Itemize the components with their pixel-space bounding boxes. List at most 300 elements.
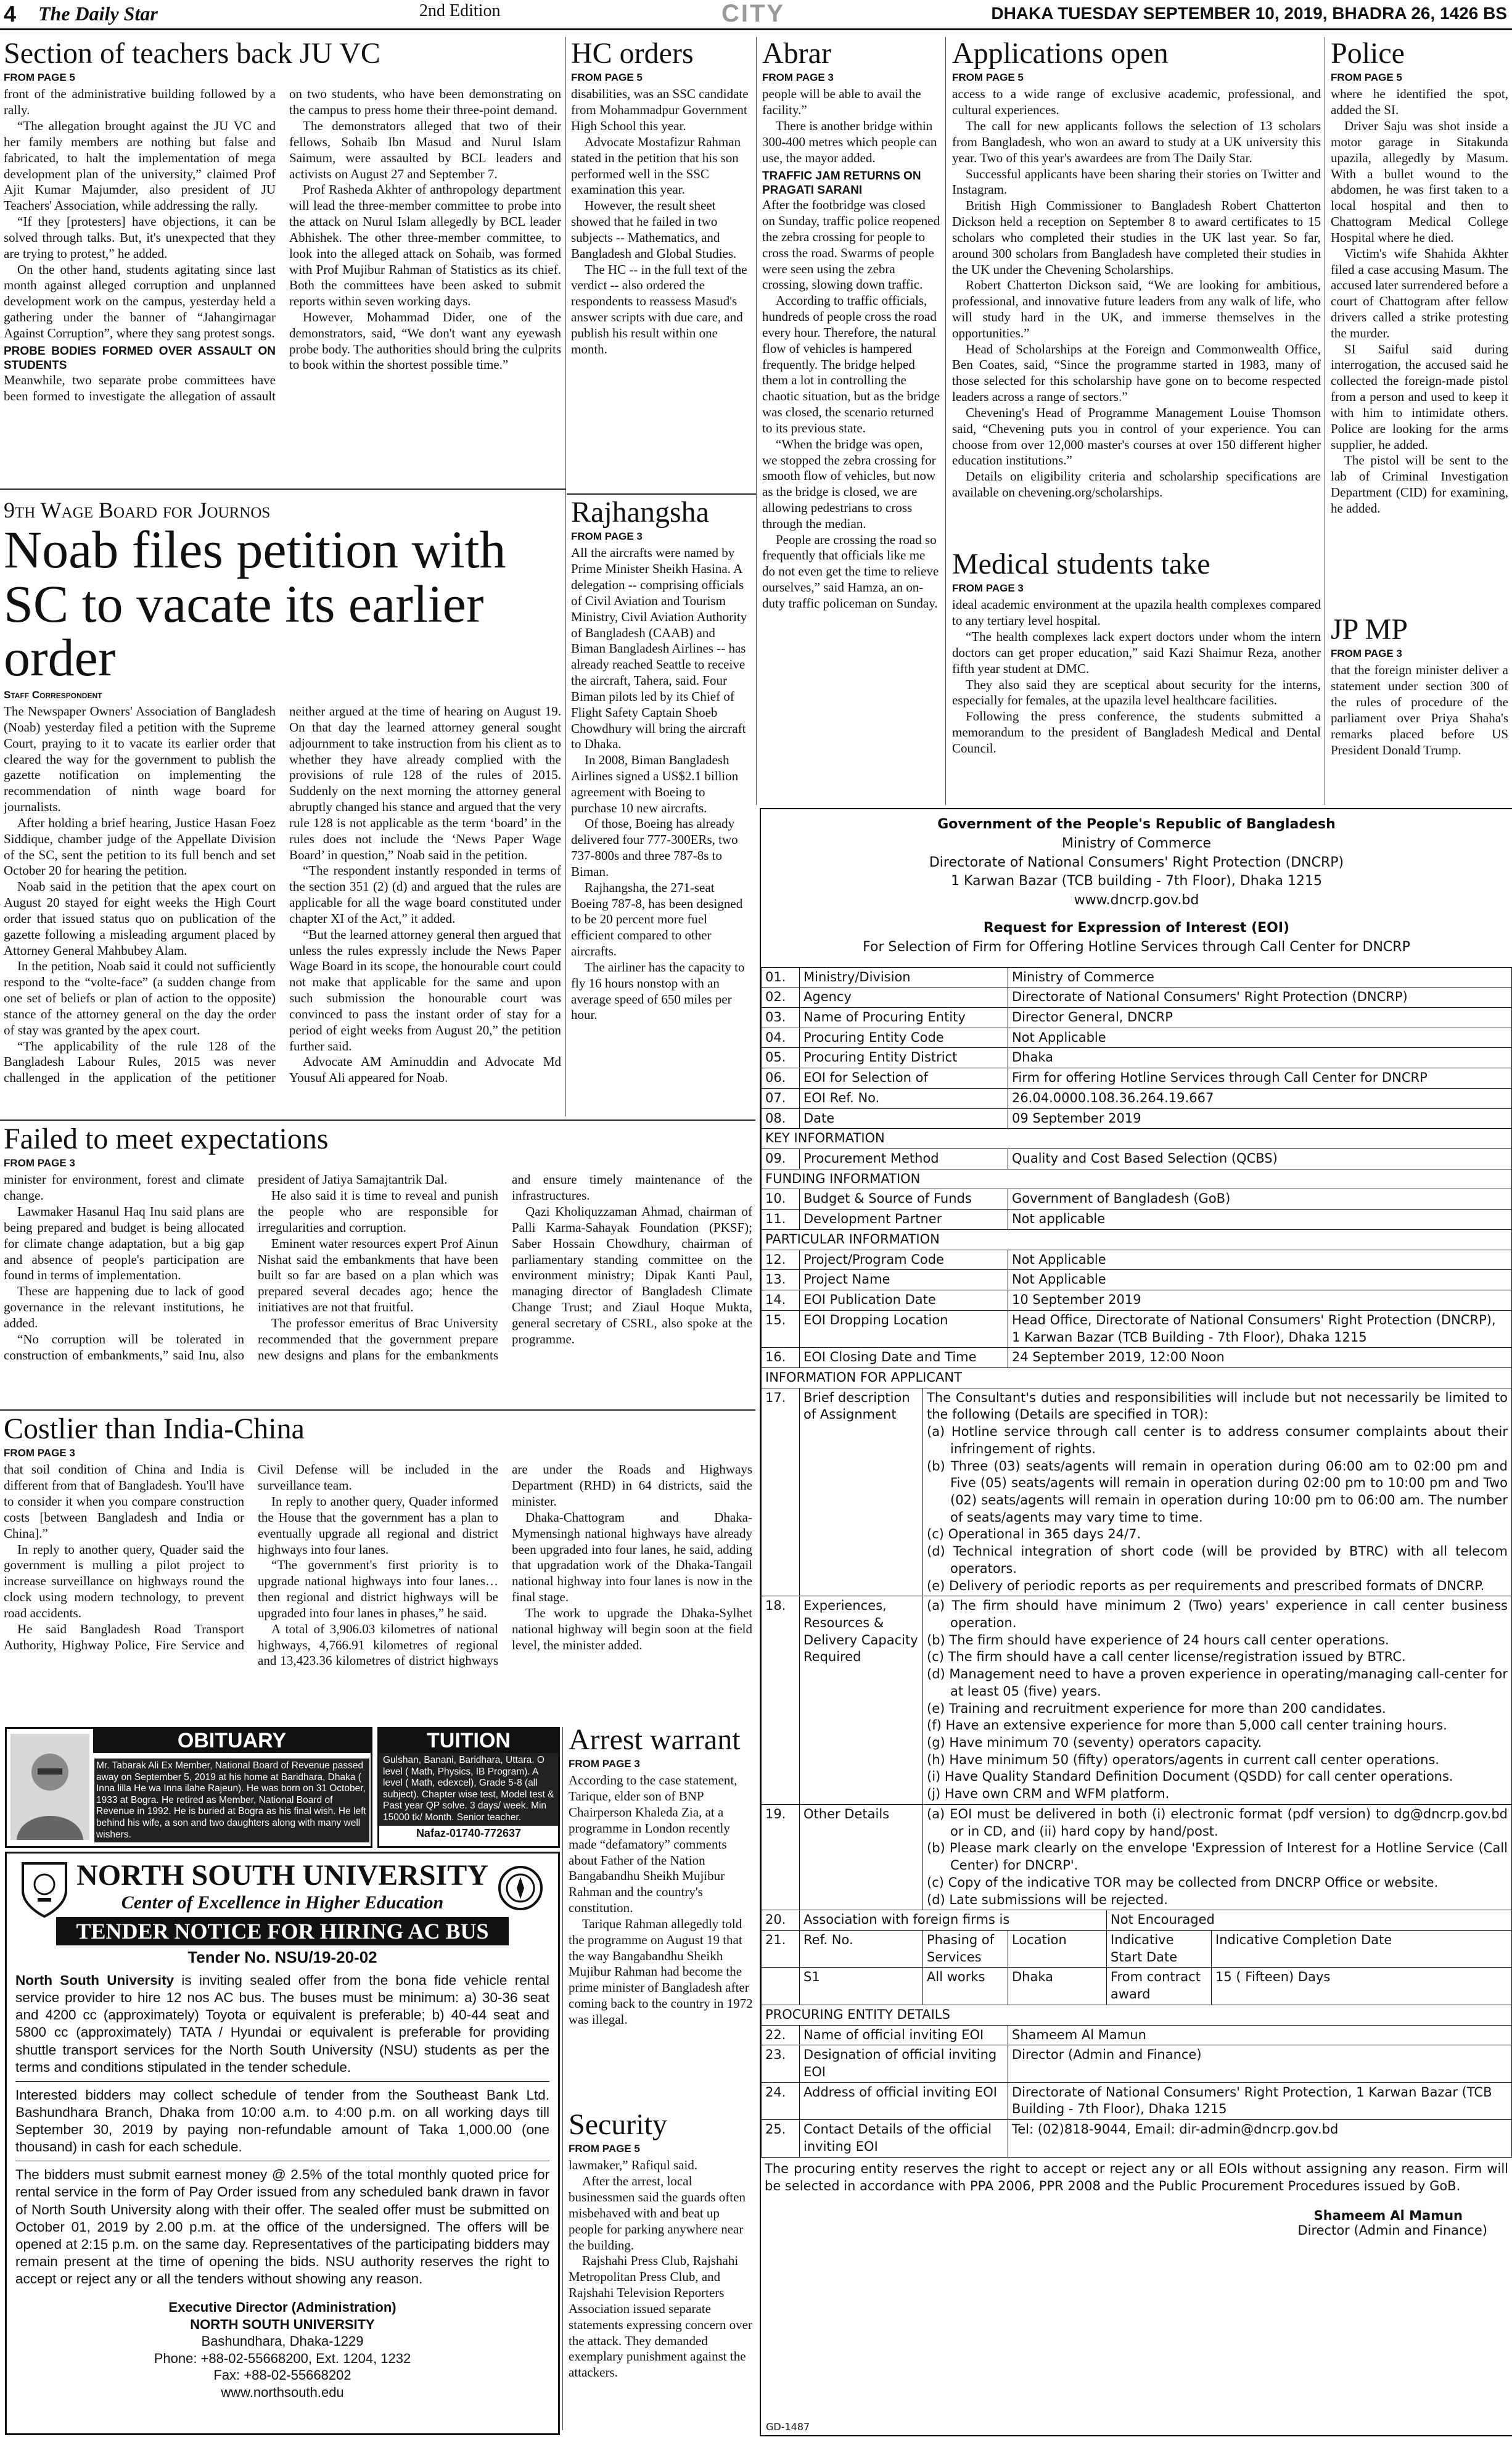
paragraph: Meanwhile, two separate probe committees have been formed to investigate the allegation of assault on two students, who have been demonstrating on the campus to press home their three-point demand. [4, 86, 561, 404]
paragraph: A total of 3,906.03 kilometres of national highways, 4,766.91 kilometres of regional and 13,423.36 kilometres of district highways are under the Roads and Highways Department (RHD) in 64 districts, said the minister. [258, 1462, 752, 1668]
list-item: (c) Operational in 365 days 24/7. [927, 1527, 1141, 1542]
row-number: 12. [762, 1250, 800, 1270]
row-label: Name of official inviting EOI [800, 2025, 1008, 2045]
headline: Costlier than India-China [4, 1414, 305, 1445]
paragraph: In 2008, Biman Bangladesh Airlines signed a US$2.1 billion agreement with Boeing to purchase 10 new aircrafts. [571, 753, 739, 815]
story-security [569, 2109, 754, 2433]
paragraph: front of the administrative building followed by a rally. [4, 86, 276, 118]
cell: Dhaka [1008, 1968, 1107, 2005]
paragraph: access to a wide range of exclusive academic, professional, and cultural experiences. [952, 86, 1321, 118]
row-number: 21. [762, 1930, 800, 1967]
tuition-text: Gulshan, Banani, Baridhara, Uttara. O level ( Math, Physics, IB Program). A level ( Math, edexcel), Grade 5-8 (all subject). Chapter wise test, Model test & Past year QP solve. 3 days/ week. Min 15000 tk/ Month. Senior teacher. [379, 1753, 558, 1826]
tender-paragraph-3: The bidders must submit earnest money @ 2.5% of the total monthly quoted price for rental service in the form of Pay Order issued from any scheduled bank drawn in favor of North South University along with their offer. The sealed offer must be submitted on October 01, 2019 by 2.00 p.m. at the office of the undersigned. The offers will be opened at 2:15 p.m. on the same day. Representatives of the participating bidders may remain present at the time of opening the bids. NSU authority reserves the right to accept or reject any or all the tenders without showing any reason. [15, 2167, 549, 2286]
section-row [762, 1129, 1512, 1149]
tender-number: Tender No. NSU/19-20-02 [187, 1948, 377, 1966]
row-number: 15. [762, 1310, 800, 1347]
headline: Arrest warrant [569, 1725, 741, 1756]
row-value: Directorate of National Consumers' Right Protection (DNCRP) [1008, 988, 1512, 1008]
row-number: 01. [762, 967, 800, 988]
paragraph: The HC -- in the full text of the verdict -- also ordered the respondents to reassess Masud's answer scripts with due care, and publish his result within one month. [571, 262, 747, 357]
paragraph: The work to upgrade the Dhaka-Sylhet national highway will begin soon at the field level, the minister added. [512, 1605, 752, 1652]
tender-paragraph-2: Interested bidders may collect schedule of tender from the Southeast Bank Ltd. Bashundhara Branch, Dhaka from 10:00 a.m. to 4:00 p.m. on all working days till September 30, 2019 by paying non-refundable amount of Taka 1,000.00 (one thousand) in cash for each schedule. [15, 2087, 549, 2155]
table-row [762, 1290, 1512, 1311]
row-value: Shameem Al Mamun [1008, 2025, 1512, 2045]
column-header: Location [1008, 1930, 1107, 1967]
row-label: Budget & Source of Funds [800, 1189, 1008, 1210]
obituary-ad [5, 1727, 372, 1848]
from-page: FROM PAGE 3 [4, 1447, 75, 1459]
story-kicker: 9th Wage Board for Journos [4, 498, 271, 522]
paragraph: lawmaker,” Rafiqul said. [569, 2158, 698, 2173]
row-value: Tel: (02)818-9044, Email: dir-admin@dncrp.gov.bd [1008, 2120, 1512, 2157]
headline: Security [569, 2109, 667, 2141]
from-page: FROM PAGE 5 [4, 72, 75, 84]
section-row [762, 1169, 1512, 1189]
paragraph: The pistol will be sent to the lab of Criminal Investigation Department (CID) for examining, he added. [1331, 453, 1508, 516]
row-value: 26.04.0000.108.36.264.19.667 [1008, 1088, 1512, 1108]
from-page: FROM PAGE 3 [569, 1758, 640, 1770]
row-number: 22. [762, 2025, 800, 2045]
paragraph: Noab said in the petition that the apex court on August 20 stayed for eight weeks the High Court order that issued status quo on publication of the gazette following a misleading argument placed by Attorney General Mahbubey Alam. [4, 879, 276, 958]
table-row [762, 2082, 1512, 2119]
list-item: (a) Hotline service through call center is to address consumer complaints about their infringement of rights. [927, 1424, 1508, 1456]
paragraph: Prof Rasheda Akhter of anthropology department will lead the three-member committee to probe into the attack on Nurul Islam allegedly by BCL leader Abhishek. The other three-member committee, to look into the alleged attack on Sohaib, was formed with Prof Mujibur Rahman of Statistics as its chief. Both the committees have been asked to submit reports within seven working days. [289, 182, 561, 309]
headline: Applications open [952, 38, 1169, 70]
paragraph: “The government's first priority is to upgrade national highways into four lanes… then regional and district highways will be upgraded into four lanes in phases,” he said. [258, 1557, 498, 1620]
eoi-footer-note: The procuring entity reserves the right to accept or reject any or all EOIs without assigning any reason. Firm will be selected in accordance with PPA 2006, PPR 2008 and the Public Procurement Procedures issued by GoB. [765, 2161, 1508, 2193]
row-number: 13. [762, 1270, 800, 1290]
row-number: 11. [762, 1210, 800, 1230]
row-value: Firm for offering Hotline Services through Call Center for DNCRP [1008, 1068, 1512, 1089]
headline: Medical students take [952, 549, 1210, 580]
headline: Failed to meet expectations [4, 1124, 329, 1155]
row-number: 18. [762, 1596, 800, 1805]
ministry-name: Ministry of Commerce [1062, 835, 1211, 851]
paragraph: The call for new applicants follows the selection of 13 scholars from Bangladesh, who won an award to study at a UK university this year. Two of this year's awardees are from The Daily Star. [952, 118, 1321, 165]
list-item: (h) Have minimum 50 (fifty) operators/agents in current call center operations. [927, 1752, 1440, 1767]
table-row [762, 1108, 1512, 1129]
row-value: Quality and Cost Based Selection (QCBS) [1008, 1149, 1512, 1169]
story-teachers [4, 38, 561, 487]
list-item: (j) Have own CRM and WFM platform. [927, 1786, 1170, 1802]
paragraph: “The respondent instantly responded in terms of the section 351 (2) (d) and argued that the rules are applicable for all the wage board constituted under chapter XI of the Act,” it added. [289, 863, 561, 926]
row-number: 05. [762, 1048, 800, 1068]
story-failed-expectations [4, 1124, 752, 1406]
table-row [762, 1910, 1512, 1931]
university-name: NORTH SOUTH UNIVERSITY [76, 1859, 488, 1892]
story-arrest-warrant [569, 1725, 754, 2107]
headline: Police [1331, 38, 1405, 70]
obituary-title: OBITUARY [93, 1729, 371, 1753]
section-rule [0, 1409, 755, 1411]
paragraph: According to the case statement, Tarique, elder son of BNP Chairperson Khaleda Zia, at a programme in London recently made “defamatory” comments about Father of the Nation Bangabandhu Sheikh Mujibur Rahman and the country's constitution. [569, 1773, 738, 1916]
row-intro: The Consultant's duties and responsibilities will include but not necessarily be limited to the following (Details are specified in TOR): [927, 1390, 1508, 1422]
paragraph: They also said they are sceptical about security for the interns, especially for females, at the upazila level healthcare facilities. [952, 677, 1321, 708]
table-row [762, 1804, 1512, 1910]
row-value: Not Applicable [1008, 1270, 1512, 1290]
paragraph: Robert Chatterton Dickson said, “We are looking for ambitious, professional, and innovative future leaders from any walk of life, who will study hard in the UK, and immerse themselves in the opportunities.” [952, 278, 1321, 340]
edition-label: 2nd Edition [419, 1, 501, 20]
row-number: 02. [762, 988, 800, 1008]
row-label: Agency [800, 988, 1008, 1008]
paragraph: Driver Saju was shot inside a motor garage in Sitakunda upazila, allegedly by Masum. With a bullet wound to the abdomen, he was first taken to a local hospital and then to Chattogram Medical College Hospital where he died. [1331, 118, 1508, 245]
row-label: Development Partner [800, 1210, 1008, 1230]
paragraph: After holding a brief hearing, Justice Hasan Foez Siddique, chamber judge of the Appellate Division of the SC, sent the petition to its full bench and set October 20 for hearing the petition. [4, 815, 276, 878]
masthead [0, 0, 1512, 30]
table-row [762, 1250, 1512, 1270]
row-label: Project/Program Code [800, 1250, 1008, 1270]
row-value: Not applicable [1008, 1210, 1512, 1230]
list-item: (b) Please mark clearly on the envelope 'Expression of Interest for a Hotline Service (Call Center) for DNCRP'. [927, 1841, 1508, 1873]
section-label: FUNDING INFORMATION [762, 1169, 1512, 1189]
row-number: 09. [762, 1149, 800, 1169]
section-label: KEY INFORMATION [762, 1129, 1512, 1149]
headline: Noab files petition with SC to vacate its earlier order [4, 520, 506, 688]
obituary-text: Mr. Tabarak Ali Ex Member, National Board of Revenue passed away on September 5, 2019 at his home at Baridhara, Dhaka ( Inna lilla He wa Inna ilahe Rajeun). He was born on 31 October, 1933 at Bogra. He retired as Member, National Board of Revenue in 1992. He is buried at Bogra as his final wish. He left behind his wife, a son and two daughters along with many well wishers. [94, 1759, 369, 1842]
table-row [762, 1930, 1512, 1967]
story-rajhangsha [571, 497, 752, 1114]
list-item: (e) Training and recruitment experience for more than 200 candidates. [927, 1701, 1386, 1716]
tuition-contact: Nafaz-01740-772637 [416, 1826, 522, 1839]
paragraph: Of those, Boeing has already delivered four 777-300ERs, two 737-800s and three 787-8s to Biman. [571, 816, 738, 879]
eoi-table [761, 967, 1512, 2158]
table-row [762, 2120, 1512, 2157]
table-row [762, 1008, 1512, 1028]
row-label: EOI Publication Date [800, 1290, 1008, 1311]
paragraph: “The allegation brought against the JU VC and her family members are nothing but false and fabricated, to halt the implementation of mega development plan of the university,” claimed Prof Ajit Kumar Majumder, also president of JU Teachers' Association, while addressing the rally. [4, 118, 276, 213]
paragraph: Lawmaker Hasanul Haq Inu said plans are being prepared and budget is being allocated for climate change adaptation, but a big gap and absence of people's participation are found in terms of implementation. [4, 1204, 244, 1283]
from-page: FROM PAGE 3 [1331, 648, 1402, 660]
paragraph: He said Bangladesh Road Transport Authority, Highway Police, Fire Service and Civil Defense will be included in the surveillance team. [4, 1462, 498, 1652]
column-rule [562, 1727, 563, 2430]
row-number: 17. [762, 1388, 800, 1596]
row-number: 10. [762, 1189, 800, 1210]
paragraph: Head of Scholarships at the Foreign and Commonwealth Office, Ben Coates, said, “Since the programme started in 1983, many of those selected for this scholarship have gone on to become respected leaders across a range of sectors.” [952, 341, 1321, 405]
cell: All works [923, 1968, 1008, 2005]
paragraph: He also said it is time to reveal and punish the people who are responsible for irregularities and corruption. [258, 1188, 498, 1235]
table-row [762, 1310, 1512, 1347]
list-item: (f) Have an extensive experience for more than 5,000 call center training hours. [927, 1718, 1447, 1733]
story-jp-mp [1331, 614, 1508, 803]
row-value: Director General, DNCRP [1008, 1008, 1512, 1028]
list-item: (b) Three (03) seats/agents will remain in operation during 06:00 am to 02:00 pm and Five (05) seats/agents will remain in operation during 02:00 pm to 10:00 pm and Two (02) seats/agents will remain in operation during 10:00 pm to 06:00 am. The number of seats/agents may vary time to time. [927, 1458, 1508, 1525]
row-value [923, 1596, 1512, 1805]
paragraph: Dhaka-Chattogram and Dhaka-Mymensingh national highways have already been upgraded into four lanes, he said, adding that upgradation work of the Dhaka-Tangail national highway into four lanes is now in the final stage. [512, 1509, 752, 1605]
signatory-fax: Fax: +88-02-55668202 [213, 2367, 351, 2383]
row-label: Experiences, Resources & Delivery Capacity Required [800, 1596, 923, 1805]
portrait-photo [10, 1734, 89, 1840]
paragraph: On the other hand, students agitating since last month against alleged corruption and unplanned development work on the campus, yesterday held a gathering under the banner of “Jahangirnagar Against Corruption”, where they sang protest songs. [4, 262, 276, 340]
table-row [762, 988, 1512, 1008]
table-row [762, 1088, 1512, 1108]
paragraph: Following the press conference, the students submitted a memorandum to the president of Bangladesh Medical and Dental Council. [952, 709, 1321, 756]
row-label: Designation of official inviting EOI [800, 2045, 1008, 2082]
list-item: (c) Copy of the indicative TOR may be collected from DNCRP Office or website. [927, 1874, 1439, 1890]
row-label: EOI for Selection of [800, 1068, 1008, 1089]
story-hc-orders [571, 38, 752, 492]
directorate-name: Directorate of National Consumers' Right Protection (DNCRP) [929, 854, 1344, 870]
headline: HC orders [571, 38, 694, 70]
section-label: INFORMATION FOR APPLICANT [762, 1367, 1512, 1388]
row-label: Address of official inviting EOI [800, 2082, 1008, 2119]
paragraph: In the petition, Noab said it could not sufficiently respond to the “volte-face” (a sudden change from one set of beliefs or plan of action to the opposite) stance of the attorney general on the day the order of stay was granted by the apex court. [4, 959, 276, 1037]
row-value: 24 September 2019, 12:00 Noon [1008, 1348, 1512, 1368]
table-row [762, 1968, 1512, 2005]
paragraph: “But the learned attorney general then argued that unless the rules expressly include the News Paper Wage Board in its scope, the honourable court could not make that applicable for the same and upon such submission the honourable court was convinced to pass the instant order of stay for a period of eight weeks from August 20,” the petition further said. [289, 926, 561, 1054]
row-number: 07. [762, 1088, 800, 1108]
row-number: 25. [762, 2120, 800, 2157]
emblem-icon [495, 1860, 546, 1919]
table-row [762, 1348, 1512, 1368]
tender-paragraph-1 [15, 1972, 549, 2076]
cell: 15 ( Fifteen) Days [1212, 1968, 1512, 2005]
from-page: FROM PAGE 3 [571, 530, 643, 543]
table-row [762, 1596, 1512, 1805]
paragraph: “When the bridge was open, we stopped the zebra crossing for smooth flow of vehicles, but now as the bridge is closed, we are allowing pedestrians to cross through the median. [762, 436, 936, 531]
list-item: (d) Technical integration of short code (will be provided by BTRC) with all telecom operators. [927, 1544, 1508, 1576]
paragraph: These are happening due to lack of good governance in the relevant institutions, he added. [4, 1284, 244, 1330]
row-number: 14. [762, 1290, 800, 1311]
row-value: Not Applicable [1008, 1250, 1512, 1270]
row-label: Contact Details of the official inviting EOI [800, 2120, 1008, 2157]
row-number: 08. [762, 1108, 800, 1129]
column-rule [565, 37, 566, 1116]
section-title: CITY [721, 0, 786, 27]
tender-text: is inviting sealed offer from the bona fide vehicle rental service provider to hire 12 nos AC bus. The buses must be minimum: a) 30-36 seat and 4200 cc (approximately) Toyota or equivalent is preferable; b) 40-44 seat and 5800 cc (approximately) TATA / Hyundai or equivalent is preferable for providing shuttle transport services for the North South University (NSU) students as per the terms and conditions stipulated in the tender schedule. [15, 1973, 549, 2075]
row-value: Government of Bangladesh (GoB) [1008, 1189, 1512, 1210]
paragraph: According to traffic officials, hundreds of people cross the road every hour. Therefore, the natural flow of vehicles is hampered frequently. The bridge helped them a lot in controlling the chaotic situation, but as the bridge was closed, the scenario returned to its previous state. [762, 293, 940, 435]
table-row [762, 2025, 1512, 2045]
column-rule [945, 37, 946, 805]
university-crest-icon [19, 1860, 70, 1919]
gd-number: GD-1487 [766, 2421, 810, 2433]
paragraph: “The applicability of the rule 128 of the Bangladesh Labour Rules, 2015 was never challenged in the application of the petitioner neither argued at the time of hearing on August 19. On that day the learned attorney general sought adjournment to take instruction from his client as to whether they have already complied with the provisions of rule 128 of the rules of 2015. Suddenly on the next morning the attorney general abruptly changed his stance and argued that the very rule 128 is not applicable as the term ‘board’ in the rules does not include the ‘News Paper Wage Board’ in question,” Noab said in the petition. [4, 704, 561, 1086]
paragraph: In reply to another query, Quader said the government is mulling a pilot project to increase surveillance on highways round the clock using modern technology, to prevent road accidents. [4, 1541, 244, 1620]
paragraph: All the aircrafts were named by Prime Minister Sheikh Hasina. A delegation -- comprising officials of Civil Aviation and Tourism Ministry, Civil Aviation Authority of Bangladesh (CAAB) and Biman Bangladesh Airlines -- has already reached Seattle to receive the aircraft, Tahera, said. Four Biman pilots led by its Chief of Flight Safety Captain Shoeb Chowdhury will bring the aircraft to Dhaka. [571, 545, 747, 752]
byline: Staff Correspondent [4, 689, 102, 701]
list-item: (e) Delivery of periodic reports as per requirements and prescribed formats of DNCRP. [927, 1578, 1485, 1593]
table-row [762, 1028, 1512, 1048]
list-item: (d) Late submissions will be rejected. [927, 1892, 1168, 1907]
row-value: Dhaka [1008, 1048, 1512, 1068]
from-page: FROM PAGE 5 [569, 2143, 640, 2155]
from-page: FROM PAGE 3 [762, 72, 834, 84]
row-value: 10 September 2019 [1008, 1290, 1512, 1311]
row-number: 23. [762, 2045, 800, 2082]
row-label: Ministry/Division [800, 967, 1008, 988]
subheading: PROBE BODIES FORMED OVER ASSAULT ON STUDENTS [4, 344, 276, 372]
row-number: 04. [762, 1028, 800, 1048]
table-row [762, 1270, 1512, 1290]
paragraph: Advocate Mostafizur Rahman stated in the petition that his son performed well in the SSC examination this year. [571, 134, 741, 197]
paragraph: “If they [protesters] have objections, it can be solved through talks. But, it's unexpected that they are trying to protest,” he added. [4, 214, 276, 261]
signer-name: Shameem Al Mamun [1313, 2208, 1463, 2224]
paragraph: In reply to another query, Quader informed the House that the government has a plan to eventually upgrade all regional and district highways into four lanes. [258, 1494, 498, 1557]
list-item: (i) Have Quality Standard Definition Document (QSDD) for call center operations. [927, 1769, 1453, 1784]
university-name-inline: North South University [15, 1973, 175, 1988]
paragraph: Successful applicants have been sharing their stories on Twitter and Instagram. [952, 166, 1321, 197]
paragraph: People are crossing the road so frequently that officials like me do not even get the time to relieve ourselves,” said Hamza, an on-duty traffic policeman on Sunday. [762, 532, 939, 611]
paragraph: The airliner has the capacity to fly 16 hours nonstop with an average speed of 650 miles per hour. [571, 959, 745, 1023]
list-item: (a) The firm should have minimum 2 (Two) years' experience in call center business operation. [927, 1598, 1508, 1631]
request-purpose: For Selection of Firm for Offering Hotline Services through Call Center for DNCRP [863, 939, 1410, 955]
table-row [762, 1149, 1512, 1169]
tuition-title: TUITION [379, 1729, 558, 1753]
tender-banner: TENDER NOTICE FOR HIRING AC BUS [56, 1917, 509, 1945]
cell: From contract award [1107, 1968, 1212, 2005]
row-label: Procuring Entity District [800, 1048, 1008, 1068]
list-item: (g) Have minimum 70 (seventy) operators capacity. [927, 1735, 1262, 1750]
paragraph: After the footbridge was closed on Sunday, traffic police reopened the zebra crossing for people to cross the road. Swarms of people were seen using the zebra crossing, slowing down traffic. [762, 197, 940, 292]
story-costlier [4, 1414, 752, 1697]
signatory-phone: Phone: +88-02-55668200, Ext. 1204, 1232 [154, 2350, 411, 2366]
paragraph: Victim's wife Shahida Akhter filed a case accusing Masum. The accused later surrendered before a court of Chattogram after fellow drivers called a strike protesting the murder. [1331, 245, 1508, 340]
university-website[interactable]: www.northsouth.edu [221, 2384, 344, 2400]
row-label: Project Name [800, 1270, 1008, 1290]
paragraph: people will be able to avail the facility.” [762, 86, 921, 118]
headline: JP MP [1331, 614, 1408, 646]
section-row [762, 1367, 1512, 1388]
newspaper-logo: The Daily Star [38, 2, 158, 25]
government-title: Government of the People's Republic of Bangladesh [937, 817, 1336, 832]
story-police [1331, 38, 1508, 612]
paragraph: Tarique Rahman allegedly told the programme on August 19 that the way Bangabandhu Sheikh Mujibur Rahman had become the prime minister of Bangladesh after coming back to the country in 1972 was illegal. [569, 1916, 753, 2027]
column-rule [756, 37, 757, 805]
directorate-website[interactable]: www.dncrp.gov.bd [1074, 893, 1199, 909]
section-row [762, 2005, 1512, 2025]
headline: Abrar [762, 38, 831, 70]
paragraph: ideal academic environment at the upazila health complexes compared to any tertiary level hospital. [952, 597, 1321, 629]
story-applications-open [952, 38, 1321, 544]
column-header: Ref. No. [800, 1930, 923, 1967]
row-number: 16. [762, 1348, 800, 1368]
directorate-address: 1 Karwan Bazar (TCB building - 7th Floor), Dhaka 1215 [951, 873, 1322, 889]
paragraph: British High Commissioner to Bangladesh Robert Chatterton Dickson held a reception on September 8 to award certificates to 15 scholars who completed their studies in the UK last year. So far, around 300 scholars from Bangladesh have completed their studies in the UK under the Chevening Scholarships. [952, 198, 1321, 277]
row-value: Director (Admin and Finance) [1008, 2045, 1512, 2082]
section-rule [0, 489, 565, 490]
paragraph: Chevening's Head of Programme Management Louise Thomson said, “Chevening puts you in control of your experience. You can choose from over 12,000 master's courses at over 150 different higher education institutions.” [952, 405, 1321, 468]
table-row [762, 1068, 1512, 1089]
list-item: (b) The firm should have experience of 24 hours call center operations. [927, 1632, 1389, 1647]
paragraph: “No corruption will be tolerated in construction of embankments,” said Inu, also president of Jatiya Samajtantrik Dal. [4, 1172, 448, 1363]
table-row [762, 1210, 1512, 1230]
table-row [762, 1048, 1512, 1068]
list-item: (a) EOI must be delivered in both (i) electronic format (pdf version) to dg@dncrp.gov.bd or in CD, and (ii) hard copy by hand/post. [927, 1806, 1508, 1839]
paragraph: The Newspaper Owners' Association of Bangladesh (Noab) yesterday filed a petition with the Supreme Court, praying to it to vacate its earlier order that cleared the way for the government to publish the gazette notification on implementing the recommendation of ninth wage board for journalists. [4, 704, 276, 815]
list-item: (d) Management need to have a proven experience in operating/managing call-center for at least 05 (five) years. [927, 1667, 1508, 1699]
paragraph: minister for environment, forest and climate change. [4, 1172, 244, 1203]
from-page: FROM PAGE 5 [1331, 72, 1402, 84]
row-value: Ministry of Commerce [1008, 967, 1512, 988]
table-row [762, 2045, 1512, 2082]
headline: Rajhangsha [571, 497, 709, 529]
page-number: 4 [4, 1, 17, 27]
row-value [923, 1804, 1512, 1910]
paragraph: where he identified the spot, added the SI. [1331, 86, 1508, 118]
signatory-org: NORTH SOUTH UNIVERSITY [190, 2316, 375, 2332]
cell: S1 [800, 1968, 923, 2005]
signer-title: Director (Admin and Finance) [1297, 2223, 1487, 2238]
from-page: FROM PAGE 5 [952, 72, 1024, 84]
row-value: Not Applicable [1008, 1028, 1512, 1048]
paragraph: that the foreign minister deliver a statement under section 300 of the rules of procedure of the parliament over Priya Shaha's remarks placed before US President Donald Trump. [1331, 662, 1508, 757]
column-header: Phasing of Services [923, 1930, 1008, 1967]
paragraph: Advocate AM Aminuddin and Advocate Md Yousuf Ali appeared for Noab. [289, 1054, 561, 1086]
section-rule [567, 493, 756, 495]
paragraph: Details on eligibility criteria and scholarship specifications are available on chevening.org/scholarships. [952, 469, 1321, 500]
from-page: FROM PAGE 3 [952, 582, 1024, 595]
paragraph: that soil condition of China and India is different from that of Bangladesh. You'll have to consider it when you compare construction costs [between Bangladesh and India or China].” [4, 1462, 244, 1541]
paragraph: However, the result sheet showed that he failed in two subjects -- Mathematics, and Bangladesh and Global Studies. [571, 198, 737, 261]
paragraph: The professor emeritus of Brac University recommended that the government prepare new designs and plans for the embankments and ensure timely maintenance of the infrastructures. [258, 1172, 752, 1363]
dateline: DHAKA TUESDAY SEPTEMBER 10, 2019, BHADRA 26, 1426 BS [991, 4, 1507, 23]
row-label: EOI Closing Date and Time [800, 1348, 1008, 1368]
from-page: FROM PAGE 3 [4, 1157, 75, 1169]
row-value [923, 1388, 1512, 1596]
list-item: (c) The firm should have a call center license/registration issued by BTRC. [927, 1649, 1406, 1665]
row-label: Date [800, 1108, 1008, 1129]
row-number: 06. [762, 1068, 800, 1089]
section-row [762, 1229, 1512, 1250]
section-label: PARTICULAR INFORMATION [762, 1229, 1512, 1250]
column-header: Indicative Start Date [1107, 1930, 1212, 1967]
story-noab [4, 497, 561, 1114]
row-label: Procuring Entity Code [800, 1028, 1008, 1048]
column-header: Indicative Completion Date [1212, 1930, 1512, 1967]
paragraph: However, Mohammad Dider, one of the demonstrators, said, “We don't want any eyewash probe body. The authorities should bring the culprits to book within the shortest possible time.” [289, 309, 561, 373]
story-medical-students [952, 549, 1321, 803]
request-title: Request for Expression of Interest (EOI) [983, 920, 1290, 936]
paragraph: There is another bridge within 300-400 metres which people can use, the mayor added. [762, 118, 937, 165]
paragraph: disabilities, was an SSC candidate from Mohammadpur Government High School this year. [571, 86, 749, 134]
table-row [762, 1189, 1512, 1210]
nsu-tender-ad [5, 1852, 560, 2435]
subheading: TRAFFIC JAM RETURNS ON PRAGATI SARANI [762, 169, 921, 197]
paragraph: Rajhangsha, the 271-seat Boeing 787-8, has been designed to be 20 percent more fuel efficient compared to other aircrafts. [571, 880, 743, 959]
paragraph: The demonstrators alleged that two of their fellows, Sohaib Ibn Masud and Nurul Islam Saimum, were assaulted by BCL leaders and activists on August 27 and September 7. [289, 118, 561, 181]
row-label: Other Details [800, 1804, 923, 1910]
row-value: Head Office, Directorate of National Consumers' Right Protection (DNCRP), 1 Karwan Bazar (TCB Building - 7th Floor), Dhaka 1215 [1008, 1310, 1512, 1347]
section-label: PROCURING ENTITY DETAILS [762, 2005, 1512, 2025]
paragraph: Eminent water resources expert Prof Ainun Nishat said the embankments that have been built so far are based on a plan which was prepared several decades ago; hence the initiatives are not that fruitful. [258, 1235, 498, 1315]
signatory-address: Bashundhara, Dhaka-1229 [201, 2333, 364, 2349]
paragraph: “The health complexes lack expert doctors under whom the intern doctors can get proper education,” said Kazi Shaimur Reza, another fifth year student at DMC. [952, 629, 1321, 676]
paragraph: After the arrest, local businessmen said the guards often misbehaved with and beat up people for parking anywhere near the building. [569, 2174, 746, 2253]
table-row [762, 967, 1512, 988]
eoi-notice [760, 808, 1512, 2436]
row-value: 09 September 2019 [1008, 1108, 1512, 1129]
row-label: EOI Dropping Location [800, 1310, 1008, 1347]
row-number: 03. [762, 1008, 800, 1028]
row-number: 24. [762, 2082, 800, 2119]
paragraph: SI Saiful said during interrogation, the accused said he collected the foreign-made pistol from a person and used to keep it with him to intimidate others. Police are looking for the arms supplier, he added. [1331, 341, 1508, 452]
from-page: FROM PAGE 5 [571, 72, 643, 84]
tuition-ad [377, 1727, 560, 1848]
row-value: Not Encouraged [1107, 1910, 1512, 1931]
row-label: Procurement Method [800, 1149, 1008, 1169]
row-value: Directorate of National Consumers' Right Protection, 1 Karwan Bazar (TCB Building - 7th Floor), Dhaka 1215 [1008, 2082, 1512, 2119]
university-tagline: Center of Excellence in Higher Education [121, 1892, 444, 1913]
story-abrar [762, 38, 941, 803]
row-label: EOI Ref. No. [800, 1088, 1008, 1108]
row-number: 19. [762, 1804, 800, 1910]
paragraph: Qazi Kholiquzzaman Ahmad, chairman of Palli Karma-Sahayak Foundation (PKSF); Saber Hossain Chowdhury, chairman of parliamentary standing committee on the environment ministry; Dipak Kanti Paul, managing director of Bangladesh Climate Change Trust; and Ziaul Hoque Mukta, general secretary of CSRL, also spoke at the programme. [512, 1204, 752, 1346]
paragraph: Rajshahi Press Club, Rajshahi Metropolitan Press Club, and Rajshahi Television Reporters Association issued separate statements expressing concern over the attack. They demanded exemplary punishment against the attackers. [569, 2253, 752, 2380]
signatory-title: Executive Director (Administration) [168, 2299, 396, 2315]
row-number: 20. [762, 1910, 800, 1931]
row-label: Name of Procuring Entity [800, 1008, 1008, 1028]
section-rule [0, 1120, 755, 1121]
